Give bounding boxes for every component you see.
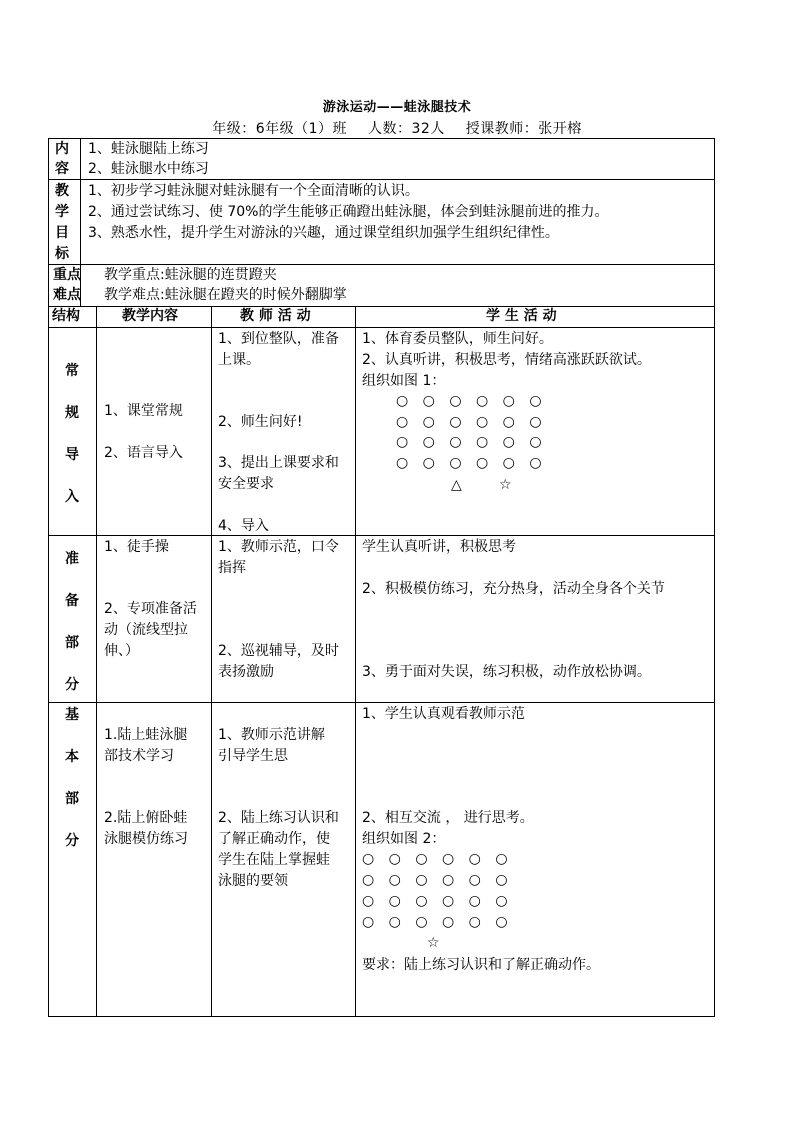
section1-label-3: 导 — [65, 447, 79, 463]
goals-label-3: 目 — [55, 225, 69, 241]
section2-label-3: 部 — [65, 635, 79, 651]
goal-item-3: 3、熟悉水性，提升学生对游泳的兴趣，通过课堂组织加强学生组织纪律性。 — [88, 225, 559, 241]
section2-label-1: 准 — [65, 551, 79, 567]
section1-teacher-1: 1、到位整队，准备 — [218, 331, 339, 347]
section3-label-1: 基 — [65, 707, 79, 723]
col-header-content: 教学内容 — [122, 308, 178, 324]
triangle-marker-icon: △ — [451, 477, 462, 493]
section3-teacher-3: 2、陆上练习认识和 — [218, 810, 339, 826]
section2-student-3: 3、勇于面对失误，练习积极，动作放松协调。 — [362, 664, 651, 680]
section3-content-2: 部技术学习 — [104, 748, 174, 764]
section3-teacher-1: 1、教师示范讲解 — [218, 727, 325, 743]
grade-info: 年级：6年级（1）班 — [212, 121, 348, 137]
content-label-1: 内 — [55, 141, 69, 157]
formation2-row-4: ○ ○ ○ ○ ○ ○ — [362, 914, 513, 930]
section3-student-3: 组织如图 2： — [362, 831, 446, 847]
keypoint-label: 重点 — [53, 267, 81, 283]
section3-teacher-2: 引导学生思 — [218, 748, 288, 764]
section3-student-2: 2、相互交流 ， 进行思考。 — [362, 810, 534, 826]
formation1-row-1: ○ ○ ○ ○ ○ ○ — [396, 393, 547, 409]
section1-student-3: 组织如图 1： — [362, 373, 446, 389]
section3-student-4: 要求：陆上练习认识和了解正确动作。 — [362, 957, 600, 973]
goal-item-2: 2、通过尝试练习、使 70%的学生能够正确蹬出蛙泳腿，体会到蛙泳腿前进的推力。 — [88, 204, 609, 220]
section2-teacher-1: 1、教师示范，口令 — [218, 539, 339, 555]
goals-label-2: 学 — [55, 204, 69, 220]
col-header-student: 学 生 活 动 — [486, 308, 557, 324]
section1-label-2: 规 — [65, 405, 79, 421]
section1-teacher-6: 4、导入 — [218, 518, 269, 534]
page-title: 游泳运动——蛙泳腿技术 — [322, 100, 472, 115]
formation2-row-3: ○ ○ ○ ○ ○ ○ — [362, 893, 513, 909]
section1-label-4: 入 — [65, 489, 79, 505]
formation2-row-1: ○ ○ ○ ○ ○ ○ — [362, 851, 513, 867]
star-marker-icon: ☆ — [499, 477, 512, 493]
teacher-name: 授课教师：张开榕 — [465, 121, 582, 137]
section3-label-3: 部 — [65, 791, 79, 807]
section3-teacher-4: 了解正确动作，使 — [218, 831, 330, 847]
class-info — [0, 118, 794, 138]
formation1-row-2: ○ ○ ○ ○ ○ ○ — [396, 414, 547, 430]
row-divider — [48, 327, 715, 328]
formation2-row-2: ○ ○ ○ ○ ○ ○ — [362, 872, 513, 888]
section3-content-4: 泳腿模仿练习 — [104, 831, 188, 847]
section3-label-2: 本 — [65, 749, 79, 765]
col-header-teacher: 教 师 活 动 — [240, 308, 311, 324]
section2-teacher-4: 表扬激励 — [218, 664, 274, 680]
col-divider — [355, 306, 356, 1017]
difficulty-label: 难点 — [53, 287, 81, 303]
section2-content-2: 2、专项准备活 — [104, 601, 197, 617]
section1-content-1: 1、课堂常规 — [104, 403, 183, 419]
section2-label-2: 备 — [65, 593, 79, 609]
section3-content-1: 1.陆上蛙泳腿 — [104, 727, 188, 743]
goal-item-1: 1、初步学习蛙泳腿对蛙泳腿有一个全面清晰的认识。 — [88, 183, 419, 199]
formation1-row-3: ○ ○ ○ ○ ○ ○ — [396, 434, 547, 450]
star-marker-icon: ☆ — [427, 935, 440, 951]
col-header-structure: 结构 — [52, 308, 80, 324]
section3-teacher-5: 学生在陆上掌握蛙 — [218, 852, 330, 868]
section1-student-2: 2、认真听讲，积极思考，情绪高涨跃跃欲试。 — [362, 352, 651, 368]
section1-teacher-3: 2、师生问好! — [218, 414, 303, 430]
section1-content-2: 2、语言导入 — [104, 445, 183, 461]
goals-label-4: 标 — [55, 246, 69, 262]
section2-label-4: 分 — [65, 677, 79, 693]
section2-content-4: 伸、） — [104, 643, 139, 659]
section2-teacher-3: 2、巡视辅导，及时 — [218, 643, 339, 659]
content-item-2: 2、蛙泳腿水中练习 — [88, 161, 209, 177]
section3-content-3: 2.陆上俯卧蛙 — [104, 810, 188, 826]
section1-label-1: 常 — [65, 363, 79, 379]
row-divider — [48, 702, 715, 703]
section3-teacher-6: 泳腿的要领 — [218, 873, 288, 889]
section1-teacher-5: 安全要求 — [218, 476, 274, 492]
section1-teacher-4: 3、提出上课要求和 — [218, 455, 339, 471]
col-divider — [96, 306, 97, 1017]
section2-content-1: 1、徒手操 — [104, 539, 169, 555]
section2-student-2: 2、积极模仿练习，充分热身，活动全身各个关节 — [362, 581, 665, 597]
section3-label-4: 分 — [65, 833, 79, 849]
difficulty-text: 教学难点:蛙泳腿在蹬夹的时候外翻脚掌 — [104, 287, 347, 303]
content-label-2: 容 — [55, 161, 69, 177]
section1-student-1: 1、体育委员整队，师生问好。 — [362, 331, 553, 347]
section3-student-1: 1、学生认真观看教师示范 — [362, 706, 525, 722]
section2-student-1: 学生认真听讲，积极思考 — [362, 539, 516, 555]
row-divider — [48, 535, 715, 536]
content-item-1: 1、蛙泳腿陆上练习 — [88, 141, 209, 157]
section1-teacher-2: 上课。 — [218, 352, 260, 368]
section2-teacher-2: 指挥 — [218, 560, 246, 576]
keypoint-text: 教学重点:蛙泳腿的连贯蹬夹 — [104, 267, 277, 283]
student-count: 人数：32人 — [368, 121, 445, 137]
goals-label-1: 教 — [55, 183, 69, 199]
formation1-row-4: ○ ○ ○ ○ ○ ○ — [396, 455, 547, 471]
section2-content-3: 动（流线型拉 — [104, 622, 188, 638]
col-divider — [211, 306, 212, 1017]
